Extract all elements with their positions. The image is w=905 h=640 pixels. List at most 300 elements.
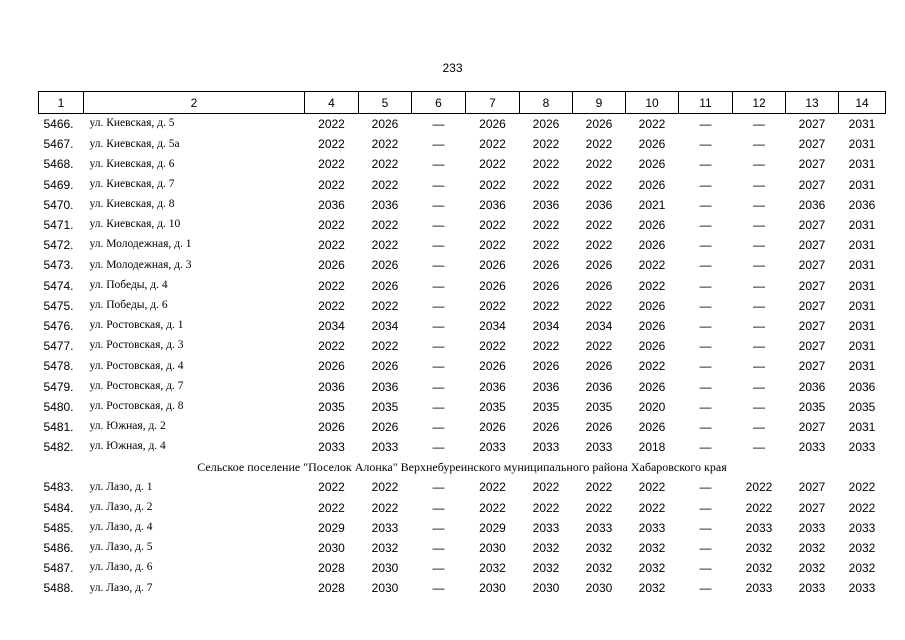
- col9-cell: 2032: [585, 541, 613, 556]
- col8-cell: 2022: [532, 339, 560, 354]
- table-row: [39, 276, 886, 296]
- row-number-cell: 5470.: [43, 197, 74, 212]
- address-cell: ул. Лазо, д. 7: [89, 581, 153, 594]
- row-number-cell: 5473.: [43, 258, 74, 273]
- table-row: [39, 134, 886, 154]
- col7-cell: 2032: [479, 561, 506, 576]
- section-heading-row: [39, 457, 886, 477]
- row-number-cell: 5468.: [43, 157, 74, 172]
- table-row: [39, 195, 886, 215]
- col11-cell: —: [699, 581, 712, 596]
- table-row: [39, 376, 886, 396]
- table-row: [39, 154, 886, 174]
- col7-cell: 2022: [479, 177, 506, 192]
- col8-cell: 2026: [532, 117, 560, 132]
- address-cell: ул. Молодежная, д. 3: [89, 258, 192, 271]
- col11-cell: —: [699, 419, 712, 434]
- column-header-10: 10: [626, 92, 679, 114]
- col9-cell: 2032: [585, 561, 613, 576]
- col10-cell: 2020: [638, 399, 666, 414]
- row-number-cell: 5486.: [43, 541, 74, 556]
- col5-cell: 2034: [371, 318, 399, 333]
- col11-cell: —: [699, 218, 712, 233]
- col12-cell: —: [753, 359, 765, 374]
- col14-cell: 2031: [848, 117, 876, 132]
- col7-cell: 2026: [479, 117, 506, 132]
- col8-cell: 2026: [532, 419, 560, 434]
- col11-cell: —: [699, 541, 712, 556]
- table-row: [39, 417, 886, 437]
- col4-cell: 2022: [318, 500, 345, 515]
- col13-cell: 2027: [798, 238, 826, 253]
- col12-cell: —: [753, 137, 765, 152]
- col4-cell: 2036: [318, 379, 345, 394]
- col13-cell: 2036: [798, 379, 826, 394]
- col12-cell: 2032: [745, 541, 773, 556]
- row-number-cell: 5469.: [43, 177, 74, 192]
- col8-cell: 2035: [532, 399, 560, 414]
- address-cell: ул. Южная, д. 2: [89, 420, 166, 433]
- col13-cell: 2027: [798, 419, 826, 434]
- col9-cell: 2036: [585, 379, 613, 394]
- col7-cell: 2026: [479, 359, 506, 374]
- col12-cell: —: [753, 177, 765, 192]
- col14-cell: 2032: [848, 541, 876, 556]
- col13-cell: 2027: [798, 359, 826, 374]
- col4-cell: 2036: [318, 197, 345, 212]
- col7-cell: 2036: [479, 379, 506, 394]
- col5-cell: 2026: [371, 278, 399, 293]
- col14-cell: 2031: [848, 278, 876, 293]
- col4-cell: 2022: [318, 218, 345, 233]
- col9-cell: 2022: [585, 339, 613, 354]
- col13-cell: 2027: [798, 137, 826, 152]
- column-header-6: 6: [412, 92, 466, 114]
- col8-cell: 2022: [532, 137, 560, 152]
- column-header-7: 7: [466, 92, 520, 114]
- address-cell: ул. Киевская, д. 10: [89, 218, 181, 231]
- row-number-cell: 5471.: [43, 218, 74, 233]
- col4-cell: 2026: [318, 419, 345, 434]
- col6-cell: —: [432, 419, 445, 434]
- address-cell: ул. Киевская, д. 5: [89, 117, 175, 130]
- col9-cell: 2026: [585, 419, 613, 434]
- table-row: [39, 215, 886, 235]
- col13-cell: 2033: [798, 440, 826, 455]
- row-number-cell: 5477.: [43, 339, 74, 354]
- col7-cell: 2033: [479, 440, 506, 455]
- col8-cell: 2022: [532, 218, 560, 233]
- table-row: [39, 518, 886, 538]
- col7-cell: 2026: [479, 258, 506, 273]
- col6-cell: —: [432, 480, 445, 495]
- table-header-row: [39, 92, 886, 114]
- row-number-cell: 5480.: [43, 399, 74, 414]
- col12-cell: —: [753, 258, 765, 273]
- col8-cell: 2026: [532, 278, 560, 293]
- col10-cell: 2032: [638, 581, 666, 596]
- col10-cell: 2026: [638, 238, 666, 253]
- col7-cell: 2022: [479, 238, 506, 253]
- col14-cell: 2031: [848, 258, 876, 273]
- column-header-12: 12: [733, 92, 786, 114]
- col6-cell: —: [432, 157, 445, 172]
- col5-cell: 2022: [371, 339, 399, 354]
- table-row: [39, 538, 886, 558]
- col6-cell: —: [432, 197, 445, 212]
- col4-cell: 2022: [318, 117, 345, 132]
- col5-cell: 2022: [371, 238, 399, 253]
- col10-cell: 2026: [638, 419, 666, 434]
- address-cell: ул. Лазо, д. 4: [89, 521, 153, 534]
- column-header-5: 5: [359, 92, 412, 114]
- col10-cell: 2026: [638, 157, 666, 172]
- col14-cell: 2036: [848, 379, 876, 394]
- row-number-cell: 5472.: [43, 238, 74, 253]
- col14-cell: 2031: [848, 157, 876, 172]
- col5-cell: 2026: [371, 419, 399, 434]
- col13-cell: 2027: [798, 298, 826, 313]
- col13-cell: 2027: [798, 480, 826, 495]
- col7-cell: 2036: [479, 197, 506, 212]
- row-number-cell: 5483.: [43, 480, 74, 495]
- row-number-cell: 5478.: [43, 359, 74, 374]
- col12-cell: —: [753, 218, 765, 233]
- col12-cell: —: [753, 238, 765, 253]
- registry-table: [38, 91, 886, 599]
- col11-cell: —: [699, 238, 712, 253]
- col8-cell: 2033: [532, 440, 560, 455]
- address-cell: ул. Ростовская, д. 8: [89, 399, 184, 412]
- col10-cell: 2022: [638, 117, 666, 132]
- col14-cell: 2031: [848, 359, 876, 374]
- table-row: [39, 114, 886, 135]
- col9-cell: 2022: [585, 298, 613, 313]
- col10-cell: 2022: [638, 480, 666, 495]
- col6-cell: —: [432, 520, 445, 535]
- col14-cell: 2031: [848, 298, 876, 313]
- col12-cell: —: [753, 298, 765, 313]
- row-number-cell: 5479.: [43, 379, 74, 394]
- address-cell: ул. Ростовская, д. 7: [89, 379, 184, 392]
- col12-cell: 2033: [745, 581, 773, 596]
- col10-cell: 2026: [638, 177, 666, 192]
- row-number-cell: 5485.: [43, 520, 74, 535]
- row-number-cell: 5474.: [43, 278, 74, 293]
- col8-cell: 2034: [532, 318, 560, 333]
- column-header-4: 4: [305, 92, 359, 114]
- col10-cell: 2026: [638, 379, 666, 394]
- col9-cell: 2026: [585, 278, 613, 293]
- col11-cell: —: [699, 157, 712, 172]
- col11-cell: —: [699, 278, 712, 293]
- table-row: [39, 578, 886, 598]
- row-number-cell: 5488.: [43, 581, 74, 596]
- col8-cell: 2022: [532, 157, 560, 172]
- address-cell: ул. Киевская, д. 5а: [89, 137, 180, 150]
- col7-cell: 2029: [479, 520, 506, 535]
- col6-cell: —: [432, 137, 445, 152]
- col4-cell: 2033: [318, 440, 345, 455]
- col13-cell: 2027: [798, 258, 826, 273]
- col6-cell: —: [432, 379, 445, 394]
- col8-cell: 2026: [532, 359, 560, 374]
- col13-cell: 2027: [798, 117, 826, 132]
- col12-cell: —: [753, 339, 765, 354]
- col6-cell: —: [432, 541, 445, 556]
- col8-cell: 2033: [532, 520, 560, 535]
- col5-cell: 2026: [371, 258, 399, 273]
- col13-cell: 2036: [798, 197, 826, 212]
- row-number-cell: 5475.: [43, 298, 74, 313]
- col8-cell: 2030: [532, 581, 560, 596]
- col6-cell: —: [432, 359, 445, 374]
- col14-cell: 2033: [848, 440, 876, 455]
- table-row: [39, 356, 886, 376]
- col14-cell: 2022: [848, 480, 876, 495]
- col11-cell: —: [699, 399, 712, 414]
- col4-cell: 2034: [318, 318, 345, 333]
- col11-cell: —: [699, 298, 712, 313]
- col5-cell: 2022: [371, 177, 399, 192]
- col7-cell: 2030: [479, 541, 506, 556]
- table-row: [39, 397, 886, 417]
- col11-cell: —: [699, 359, 712, 374]
- col10-cell: 2032: [638, 541, 666, 556]
- column-header-1: 1: [39, 92, 84, 114]
- col11-cell: —: [699, 339, 712, 354]
- table-row: [39, 175, 886, 195]
- address-cell: ул. Ростовская, д. 1: [89, 319, 184, 332]
- col11-cell: —: [699, 561, 712, 576]
- col6-cell: —: [432, 581, 445, 596]
- col13-cell: 2027: [798, 339, 826, 354]
- col7-cell: 2026: [479, 419, 506, 434]
- row-number-cell: 5482.: [43, 440, 74, 455]
- col9-cell: 2022: [585, 500, 613, 515]
- address-cell: ул. Ростовская, д. 4: [89, 359, 184, 372]
- col6-cell: —: [432, 500, 445, 515]
- col10-cell: 2022: [638, 359, 666, 374]
- col10-cell: 2022: [638, 500, 666, 515]
- col14-cell: 2031: [848, 177, 876, 192]
- col10-cell: 2033: [638, 520, 666, 535]
- col13-cell: 2027: [798, 177, 826, 192]
- col6-cell: —: [432, 318, 445, 333]
- col6-cell: —: [432, 440, 445, 455]
- table-row: [39, 255, 886, 275]
- col11-cell: —: [699, 137, 712, 152]
- col4-cell: 2022: [318, 480, 345, 495]
- col14-cell: 2031: [848, 339, 876, 354]
- col10-cell: 2026: [638, 339, 666, 354]
- col13-cell: 2027: [798, 318, 826, 333]
- col10-cell: 2026: [638, 137, 666, 152]
- col8-cell: 2022: [532, 500, 560, 515]
- col10-cell: 2026: [638, 218, 666, 233]
- col11-cell: —: [699, 480, 712, 495]
- col6-cell: —: [432, 339, 445, 354]
- col12-cell: 2022: [745, 480, 773, 495]
- col13-cell: 2027: [798, 218, 826, 233]
- col9-cell: 2034: [585, 318, 613, 333]
- col12-cell: —: [753, 318, 765, 333]
- col14-cell: 2032: [848, 561, 876, 576]
- col11-cell: —: [699, 117, 712, 132]
- address-cell: ул. Победы, д. 4: [89, 278, 168, 291]
- col12-cell: —: [753, 419, 765, 434]
- address-cell: ул. Лазо, д. 6: [89, 561, 153, 574]
- col7-cell: 2030: [479, 581, 506, 596]
- col9-cell: 2026: [585, 117, 613, 132]
- col7-cell: 2026: [479, 278, 506, 293]
- col11-cell: —: [699, 177, 712, 192]
- col9-cell: 2022: [585, 177, 613, 192]
- address-cell: ул. Лазо, д. 5: [89, 541, 153, 554]
- col10-cell: 2032: [638, 561, 666, 576]
- row-number-cell: 5487.: [43, 561, 74, 576]
- col11-cell: —: [699, 500, 712, 515]
- col13-cell: 2032: [798, 561, 826, 576]
- col5-cell: 2036: [371, 379, 399, 394]
- col6-cell: —: [432, 561, 445, 576]
- row-number-cell: 5484.: [43, 500, 74, 515]
- col7-cell: 2022: [479, 500, 506, 515]
- col7-cell: 2022: [479, 218, 506, 233]
- col4-cell: 2022: [318, 157, 345, 172]
- col12-cell: 2022: [745, 500, 773, 515]
- col5-cell: 2036: [371, 197, 399, 212]
- col5-cell: 2022: [371, 218, 399, 233]
- page-number: 233: [442, 61, 463, 75]
- col7-cell: 2022: [479, 137, 506, 152]
- col10-cell: 2022: [638, 278, 666, 293]
- col4-cell: 2022: [318, 177, 345, 192]
- col6-cell: —: [432, 238, 445, 253]
- col4-cell: 2022: [318, 298, 345, 313]
- col6-cell: —: [432, 117, 445, 132]
- col7-cell: 2022: [479, 298, 506, 313]
- col11-cell: —: [699, 197, 712, 212]
- col4-cell: 2035: [318, 399, 345, 414]
- col4-cell: 2030: [318, 541, 345, 556]
- col12-cell: 2032: [745, 561, 773, 576]
- col5-cell: 2026: [371, 359, 399, 374]
- col5-cell: 2022: [371, 157, 399, 172]
- col7-cell: 2022: [479, 480, 506, 495]
- col12-cell: —: [753, 440, 765, 455]
- col9-cell: 2035: [585, 399, 613, 414]
- col10-cell: 2018: [638, 440, 666, 455]
- col8-cell: 2026: [532, 258, 560, 273]
- col10-cell: 2026: [638, 318, 666, 333]
- col5-cell: 2033: [371, 520, 399, 535]
- table-row: [39, 296, 886, 316]
- col8-cell: 2022: [532, 177, 560, 192]
- col5-cell: 2022: [371, 500, 399, 515]
- col5-cell: 2022: [371, 137, 399, 152]
- col6-cell: —: [432, 218, 445, 233]
- col8-cell: 2036: [532, 379, 560, 394]
- col4-cell: 2026: [318, 258, 345, 273]
- col8-cell: 2036: [532, 197, 560, 212]
- column-header-13: 13: [786, 92, 839, 114]
- col14-cell: 2031: [848, 238, 876, 253]
- table-body: [39, 114, 886, 599]
- col11-cell: —: [699, 258, 712, 273]
- column-header-2: 2: [84, 92, 305, 114]
- table-row: [39, 316, 886, 336]
- col11-cell: —: [699, 318, 712, 333]
- col6-cell: —: [432, 177, 445, 192]
- col4-cell: 2022: [318, 137, 345, 152]
- col7-cell: 2022: [479, 157, 506, 172]
- col8-cell: 2032: [532, 541, 560, 556]
- col4-cell: 2022: [318, 339, 345, 354]
- col9-cell: 2022: [585, 218, 613, 233]
- col8-cell: 2022: [532, 480, 560, 495]
- table-row: [39, 558, 886, 578]
- col5-cell: 2030: [371, 561, 399, 576]
- col7-cell: 2034: [479, 318, 506, 333]
- col9-cell: 2022: [585, 137, 613, 152]
- col10-cell: 2026: [638, 298, 666, 313]
- col14-cell: 2031: [848, 218, 876, 233]
- col9-cell: 2030: [585, 581, 613, 596]
- col12-cell: —: [753, 278, 765, 293]
- col12-cell: —: [753, 157, 765, 172]
- col6-cell: —: [432, 278, 445, 293]
- address-cell: ул. Лазо, д. 2: [89, 500, 153, 513]
- col6-cell: —: [432, 298, 445, 313]
- address-cell: ул. Южная, д. 4: [89, 440, 166, 453]
- address-cell: ул. Молодежная, д. 1: [89, 238, 192, 251]
- col4-cell: 2026: [318, 359, 345, 374]
- col12-cell: —: [753, 197, 765, 212]
- col13-cell: 2032: [798, 541, 826, 556]
- col14-cell: 2031: [848, 318, 876, 333]
- col5-cell: 2032: [371, 541, 399, 556]
- col13-cell: 2027: [798, 500, 826, 515]
- col9-cell: 2026: [585, 359, 613, 374]
- address-cell: ул. Киевская, д. 7: [89, 177, 175, 190]
- table-row: [39, 498, 886, 518]
- col12-cell: —: [753, 379, 765, 394]
- col14-cell: 2036: [848, 197, 876, 212]
- col12-cell: —: [753, 399, 765, 414]
- col9-cell: 2026: [585, 258, 613, 273]
- row-number-cell: 5466.: [43, 117, 74, 132]
- col5-cell: 2022: [371, 480, 399, 495]
- address-cell: ул. Победы, д. 6: [89, 299, 168, 312]
- col8-cell: 2032: [532, 561, 560, 576]
- col5-cell: 2035: [371, 399, 399, 414]
- table-row: [39, 336, 886, 356]
- col14-cell: 2033: [848, 520, 876, 535]
- col13-cell: 2033: [798, 520, 826, 535]
- col6-cell: —: [432, 399, 445, 414]
- col11-cell: —: [699, 440, 712, 455]
- column-header-14: 14: [839, 92, 886, 114]
- col5-cell: 2026: [371, 117, 399, 132]
- col10-cell: 2021: [638, 197, 666, 212]
- col6-cell: —: [432, 258, 445, 273]
- address-cell: ул. Киевская, д. 8: [89, 198, 175, 211]
- col13-cell: 2027: [798, 157, 826, 172]
- col14-cell: 2035: [848, 399, 876, 414]
- row-number-cell: 5481.: [43, 419, 74, 434]
- table-row: [39, 437, 886, 457]
